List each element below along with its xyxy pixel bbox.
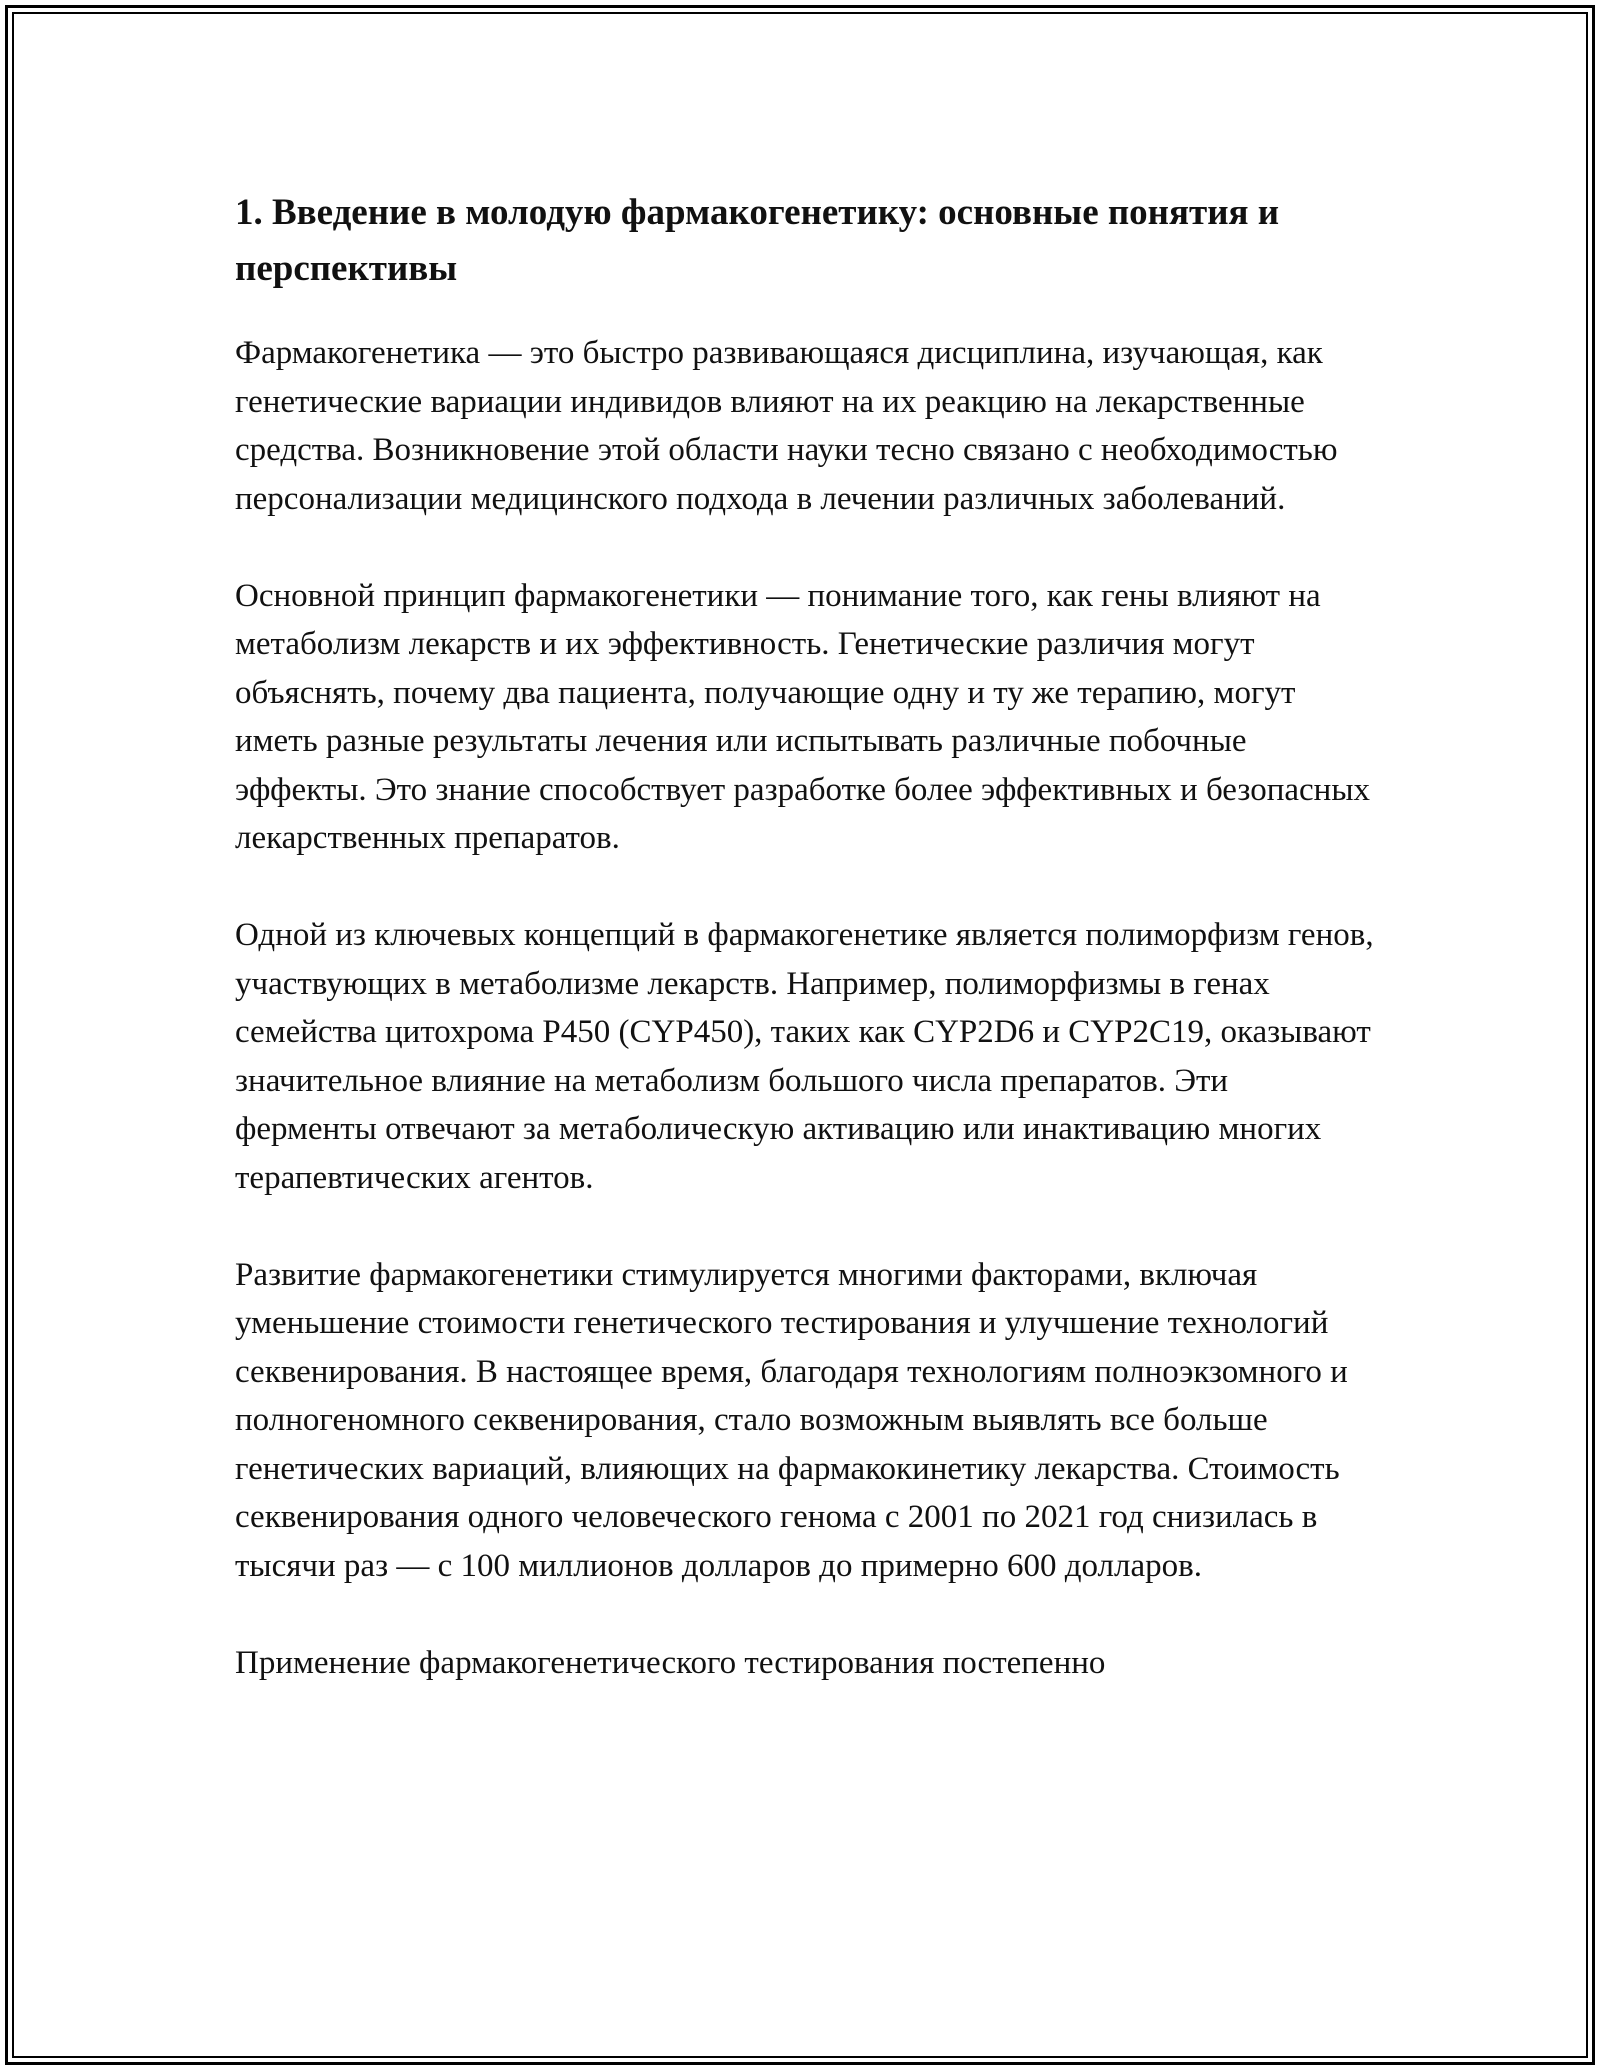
paragraph-4: Развитие фармакогенетики стимулируется многими факторами, включая уменьшение стоимости генетического тестирования и улучшение технологий секвенирования. В настоящее время, благодаря технологиям полноэкзомного и полногеномного секвенирования, стало возможным выявлять все больше генетических вариаций, влияющих на фармакокинетику лекарства. Стоимость секвенирования одного человеческого генома с 2001 по 2021 год снизилась в тысячи раз — с 100 миллионов долларов до примерно 600 долларов. xyxy=(235,1256,1348,1584)
paragraph-2: Основной принцип фармакогенетики — понимание того, как гены влияют на метаболизм лекарств и их эффективность. Генетические различия могут объяснять, почему два пациента, получающие одну и ту же терапию, могут иметь разные результаты лечения или испытывать различные побочные эффекты. Это знание способствует разработке более эффективных и безопасных лекарственных препаратов. xyxy=(235,577,1370,856)
document-body xyxy=(235,185,1375,1736)
paragraph-5: Применение фармакогенетического тестирования постепенно xyxy=(235,1644,1106,1681)
paragraph-3: Одной из ключевых концепций в фармакогенетике является полиморфизм генов, участвующих в метаболизме лекарств. Например, полиморфизмы в генах семейства цитохрома P450 (CYP450), таких как CYP2D6 и CYP2C19, оказывают значительное влияние на метаболизм большого числа препаратов. Эти ферменты отвечают за метаболическую активацию или инактивацию многих терапевтических агентов. xyxy=(235,917,1374,1196)
paragraph-1: Фармакогенетика — это быстро развивающаяся дисциплина, изучающая, как генетические вариации индивидов влияют на их реакцию на лекарственные средства. Возникновение этой области науки тесно связано с необходимостью персонализации медицинского подхода в лечении различных заболеваний. xyxy=(235,335,1338,517)
section-title: 1. Введение в молодую фармакогенетику: основные понятия и перспективы xyxy=(235,192,1280,289)
